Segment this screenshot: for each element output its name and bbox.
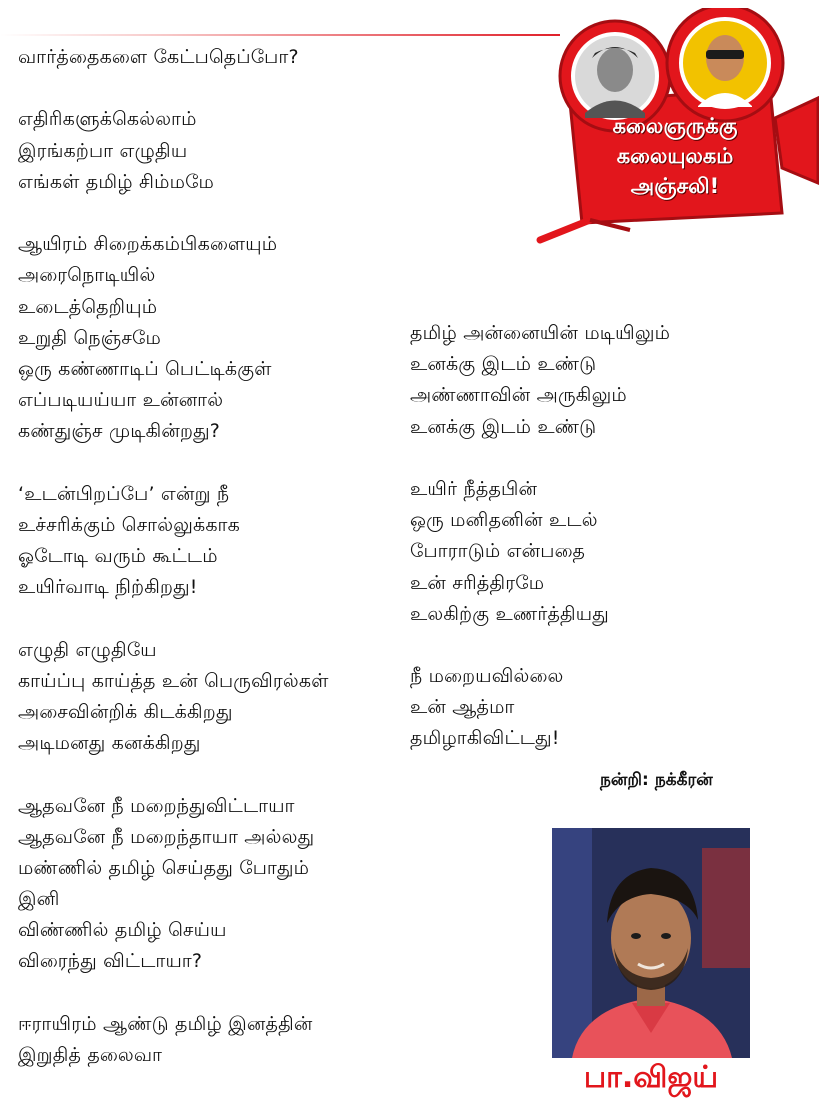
poem-line: உறுதி நெஞ்சமே xyxy=(18,326,162,349)
poem-line: உச்சரிக்கும் சொல்லுக்காக xyxy=(18,513,240,536)
poem-line: ஒரு கண்ணாடிப் பெட்டிக்குள் xyxy=(18,357,272,380)
credit-label: நன்றி: xyxy=(600,770,649,790)
poem-line: அண்ணாவின் அருகிலும் xyxy=(410,384,627,407)
stanza-gap xyxy=(410,630,670,661)
badge-title-line-1: கலைஞருக்கு xyxy=(612,114,738,138)
poem-line: உனக்கு இடம் உண்டு xyxy=(410,353,597,376)
stanza-gap xyxy=(18,759,329,790)
stanza-gap xyxy=(410,443,670,474)
stanza-gap xyxy=(18,198,329,229)
poem-line: காய்ப்பு காய்த்த உன் பெருவிரல்கள் xyxy=(18,669,329,692)
poem-right-column xyxy=(410,318,670,755)
poem-line: உன் சரித்திரமே xyxy=(410,571,545,594)
poem-line: வார்த்தைகளை கேட்பதெப்போ? xyxy=(18,46,299,68)
poem-line: விரைந்து விட்டாயா? xyxy=(18,950,203,973)
poem-line: கண்துஞ்ச முடிகின்றது? xyxy=(18,420,221,443)
poem-line: ‘உடன்பிறப்பே’ என்று நீ xyxy=(18,482,230,505)
poem-line: தமிழாகிவிட்டது! xyxy=(410,727,560,750)
poem-line: ஓடோடி வரும் கூட்டம் xyxy=(18,545,218,567)
poem-line: உடைத்தெறியும் xyxy=(18,295,158,318)
poem-line: எப்படியய்யா உன்னால் xyxy=(18,389,224,412)
poem-line: ஆதவனே நீ மறைந்துவிட்டாயா xyxy=(18,794,295,817)
poem-line: எதிரிகளுக்கெல்லாம் xyxy=(18,108,197,131)
poem-line: ஒரு மனிதனின் உடல் xyxy=(410,509,598,532)
poem-line: உயிர் நீத்தபின் xyxy=(410,477,538,500)
poem-line: ஆயிரம் சிறைக்கம்பிகளையும் xyxy=(18,233,278,256)
credit-source: நக்கீரன் xyxy=(654,770,713,790)
poem-line: போராடும் என்பதை xyxy=(410,540,586,563)
poem-line: உனக்கு இடம் உண்டு xyxy=(410,415,597,438)
poem-line: அடிமனது கனக்கிறது xyxy=(18,732,201,755)
poem-line: இனி xyxy=(18,888,60,911)
poem-line: எழுதி எழுதியே xyxy=(18,638,157,661)
stanza-gap xyxy=(18,73,329,104)
badge-title-line-2: கலையுலகம் xyxy=(616,144,734,168)
poem-line: ஆதவனே நீ மறைந்தாயா அல்லது xyxy=(18,825,315,848)
poem-line: அசைவின்றிக் கிடக்கிறது xyxy=(18,700,233,723)
tribute-badge xyxy=(520,8,819,248)
poem-left-column xyxy=(18,42,329,1071)
header-divider xyxy=(0,34,560,36)
portrait-right-icon xyxy=(681,19,769,107)
portrait-left-icon xyxy=(573,34,657,118)
poem-line: மண்ணில் தமிழ் செய்தது போதும் xyxy=(18,856,310,879)
poem-line: ஈராயிரம் ஆண்டு தமிழ் இனத்தின் xyxy=(18,1012,313,1035)
poem-line: உலகிற்கு உணர்த்தியது xyxy=(410,602,609,625)
credit-line xyxy=(600,770,713,792)
poem-line: எங்கள் தமிழ் சிம்மமே xyxy=(18,170,215,193)
poem-line: அரைநொடியில் xyxy=(18,264,156,287)
stanza-gap xyxy=(18,447,329,478)
author-portrait-icon xyxy=(552,828,750,1058)
stanza-gap xyxy=(18,978,329,1009)
poem-line: இறுதித் தலைவா xyxy=(18,1044,163,1066)
author-photo xyxy=(552,828,750,1058)
poem-line: உன் ஆத்மா xyxy=(410,696,515,719)
author-name: பா.விஜய் xyxy=(583,1060,719,1095)
poem-line: விண்ணில் தமிழ் செய்ய xyxy=(18,919,227,942)
badge-title-line-3: அஞ்சலி! xyxy=(630,174,720,198)
stanza-gap xyxy=(18,603,329,634)
poem-line: தமிழ் அன்னையின் மடியிலும் xyxy=(410,322,671,344)
poem-line: உயிர்வாடி நிற்கிறது! xyxy=(18,576,198,599)
poem-line: நீ மறையவில்லை xyxy=(410,665,564,688)
poem-line: இரங்கற்பா எழுதிய xyxy=(18,139,188,162)
